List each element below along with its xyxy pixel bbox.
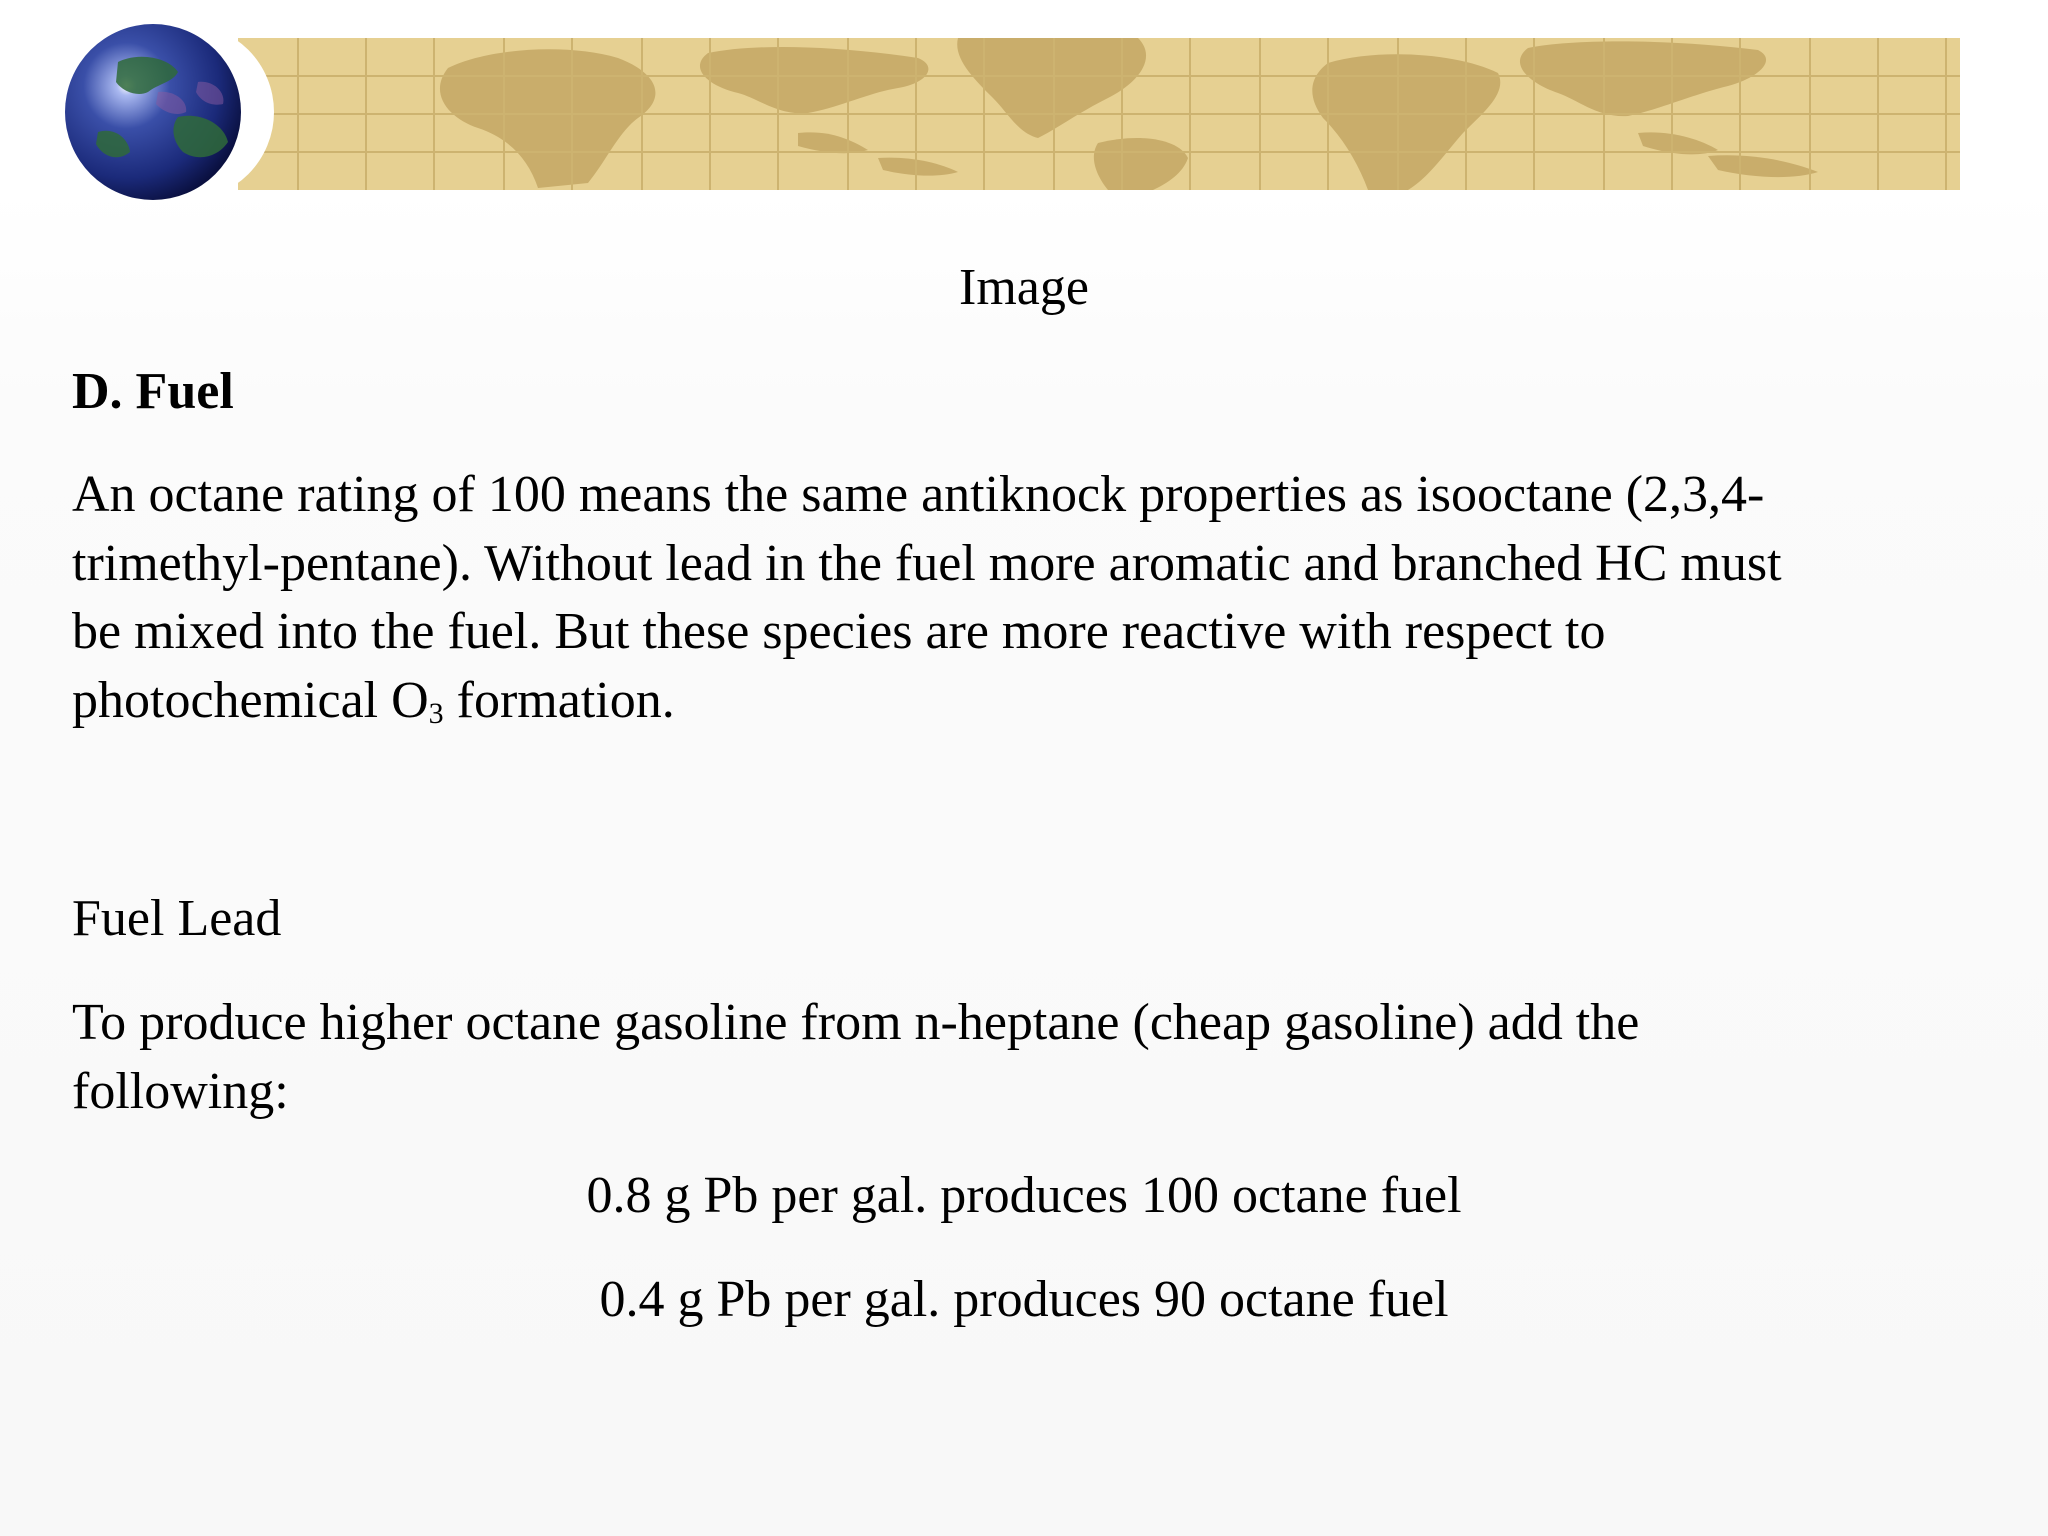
globe-icon bbox=[58, 22, 288, 202]
paragraph-line: An octane rating of 100 means the same antiknock properties as isooctane (2,3,4- bbox=[72, 466, 1765, 523]
paragraph-line: To produce higher octane gasoline from n-heptane (cheap gasoline) add the bbox=[72, 994, 1640, 1051]
list-item: 0.8 g Pb per gal. produces 100 octane fuel bbox=[586, 1167, 1462, 1224]
text-fragment: photochemical O bbox=[72, 671, 429, 729]
paragraph-line bbox=[72, 667, 1992, 736]
paragraph-line: trimethyl-pentane). Without lead in the fuel more aromatic and branched HC must bbox=[72, 534, 1782, 592]
paragraph-line: following: bbox=[72, 1062, 289, 1120]
paragraph-line: be mixed into the fuel. But these species are more reactive with respect to bbox=[72, 603, 1606, 660]
world-map-banner bbox=[238, 38, 1960, 190]
paragraph-higher-octane bbox=[72, 989, 1992, 1126]
subheading-fuel-lead: Fuel Lead bbox=[72, 890, 282, 947]
subscript-3: 3 bbox=[428, 696, 444, 730]
list-item: 0.4 g Pb per gal. produces 90 octane fuel bbox=[599, 1271, 1449, 1328]
section-heading: D. Fuel bbox=[72, 363, 234, 420]
text-fragment: formation. bbox=[443, 671, 675, 729]
slide-title: Image bbox=[959, 259, 1089, 316]
paragraph-octane-rating bbox=[72, 461, 1992, 735]
